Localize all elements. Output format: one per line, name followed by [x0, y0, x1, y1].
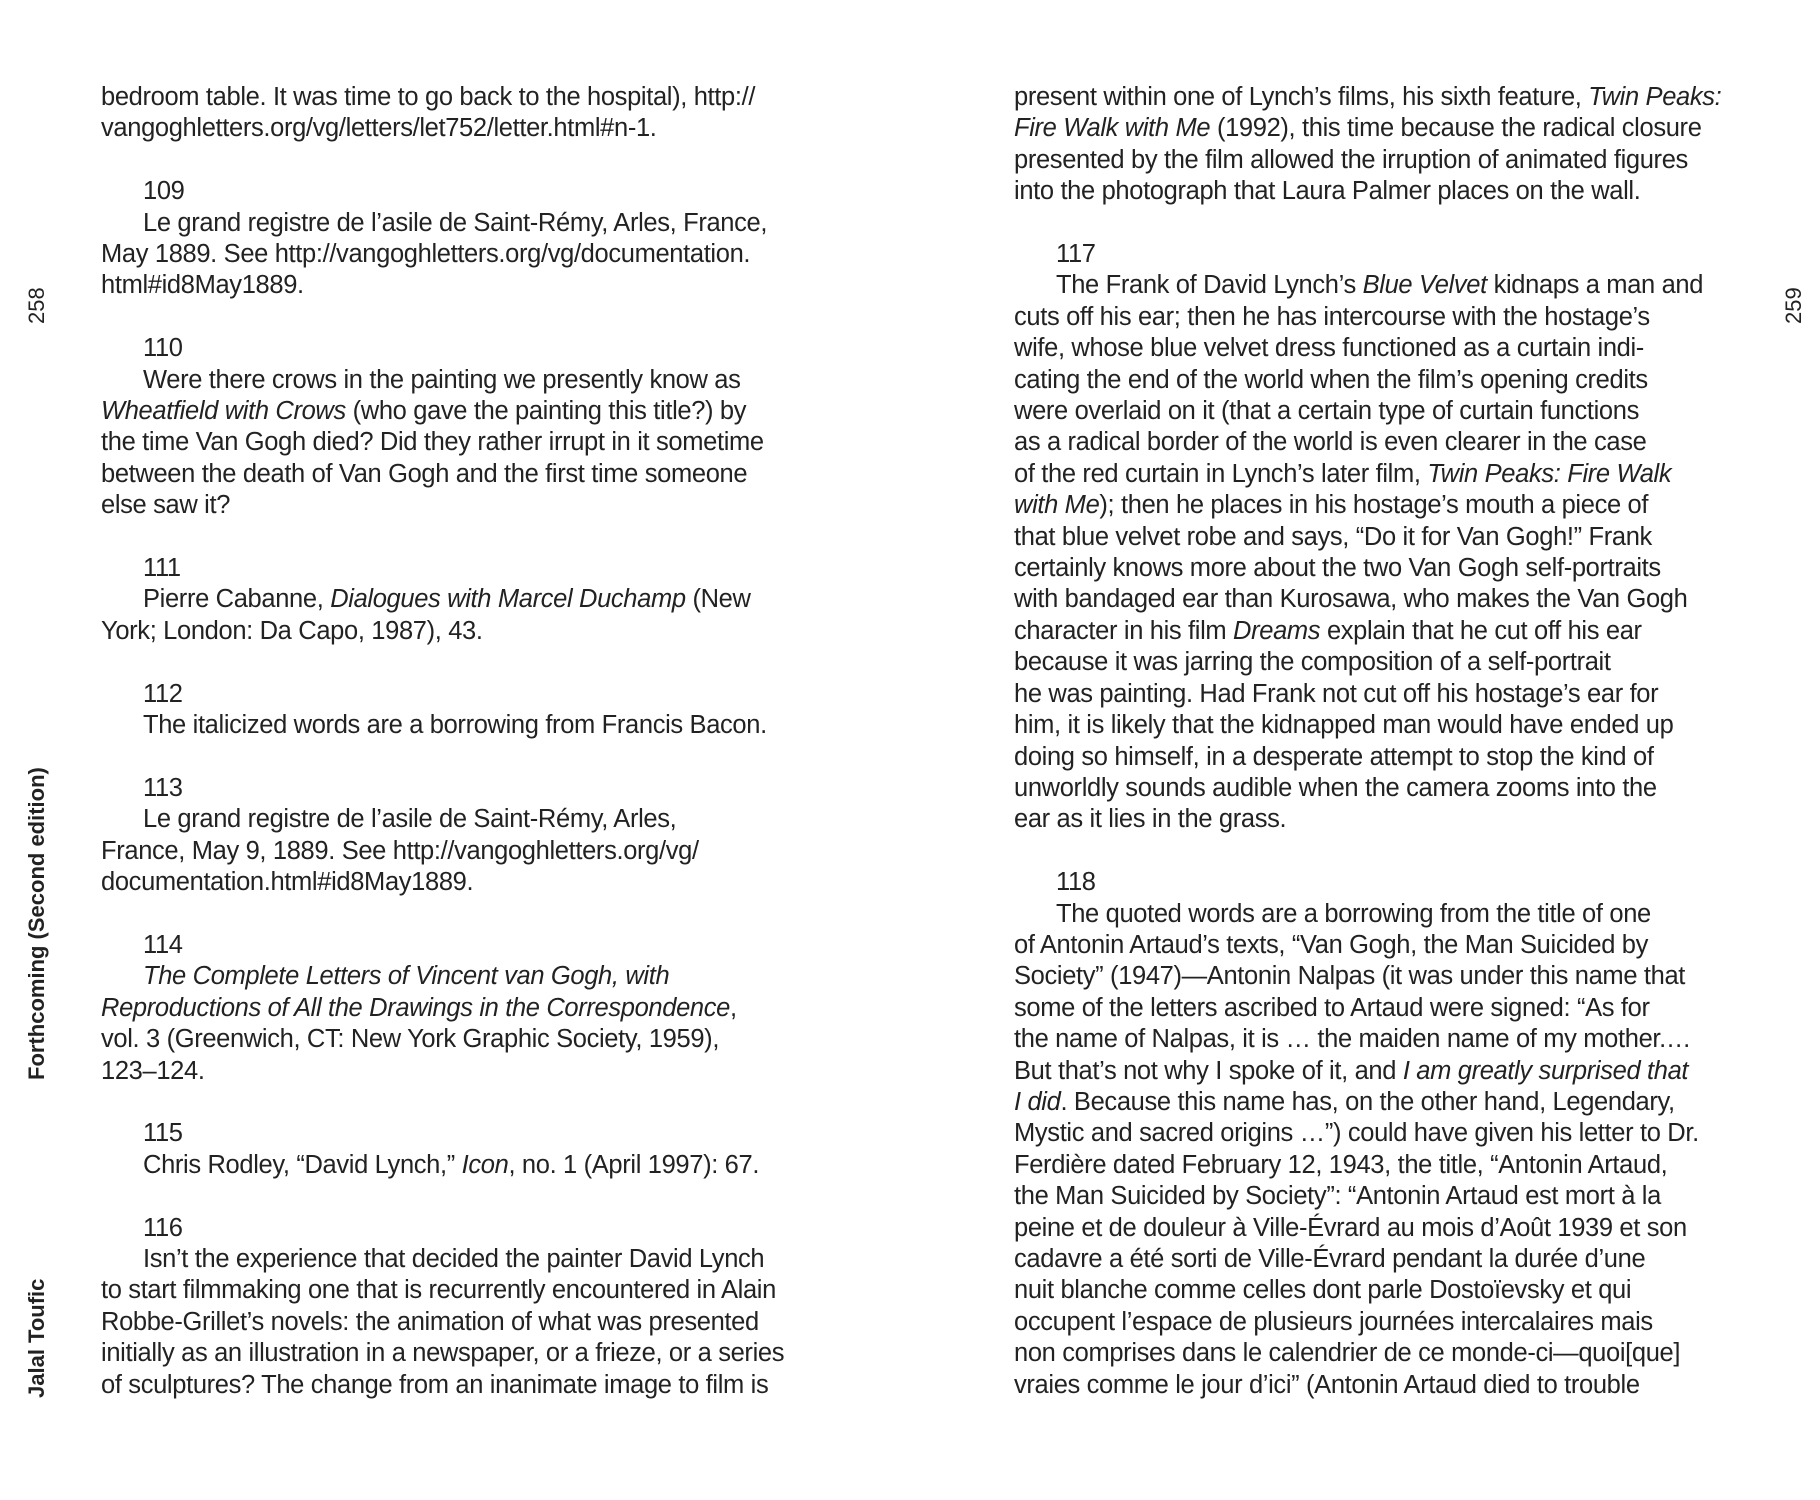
text-line: Ferdière dated February 12, 1943, the title, “Antonin Artaud,	[1014, 1150, 1668, 1179]
text-line: Were there crows in the painting we presently know as	[143, 365, 741, 394]
italic-title: Twin Peaks:	[1588, 83, 1722, 111]
text-line: else saw it?	[101, 491, 231, 520]
italic-title: Wheatfield with Crows	[101, 397, 346, 426]
text-line: initially as an illustration in a newspaper, or a frieze, or a series	[101, 1339, 785, 1368]
text-line: occupent l’espace de plusieurs journées intercalaires mais	[1014, 1307, 1653, 1336]
footnote-111	[101, 553, 821, 647]
text-span: . Because this name has, on the other hand, Legendary,	[1060, 1087, 1675, 1116]
text-span: ); then he places in his hostage’s mouth a piece of	[1099, 491, 1649, 520]
text-line: Society” (1947)—Antonin Nalpas (it was under this name that	[1014, 962, 1686, 991]
text-line	[101, 961, 821, 992]
text-line: doing so himself, in a desperate attempt to stop the kind of	[1014, 742, 1654, 771]
footnote-116	[101, 1213, 821, 1401]
text-line	[101, 584, 821, 615]
text-span: But that’s not why I spoke of it, and	[1014, 1056, 1403, 1085]
footnote-number: 113	[143, 773, 183, 802]
text-line	[1014, 459, 1734, 490]
text-line: of Antonin Artaud’s texts, “Van Gogh, the Man Suicided by	[1014, 930, 1649, 959]
text-line: The italicized words are a borrowing from Francis Bacon.	[143, 711, 767, 740]
text-line	[1014, 1056, 1734, 1087]
text-span: Pierre Cabanne,	[143, 585, 331, 614]
text-line: into the photograph that Laura Palmer places on the wall.	[1014, 177, 1641, 206]
running-head-author: Jalal Toufic	[24, 1278, 49, 1398]
text-line	[101, 1150, 821, 1181]
text-line	[1014, 490, 1734, 521]
text-span: (1992), this time because the radical closure	[1210, 114, 1702, 143]
text-line: him, it is likely that the kidnapped man would have ended up	[1014, 711, 1674, 740]
footnote-number: 114	[143, 930, 183, 959]
left-page-text	[101, 82, 821, 1401]
text-line: wife, whose blue velvet dress functioned as a curtain indi-	[1014, 334, 1644, 363]
text-line: cating the end of the world when the film’s opening credits	[1014, 365, 1648, 394]
footnote-115	[101, 1118, 821, 1181]
text-line: with bandaged ear than Kurosawa, who makes the Van Gogh	[1014, 585, 1688, 614]
text-line: Isn’t the experience that decided the painter David Lynch	[143, 1244, 765, 1273]
text-line: the time Van Gogh died? Did they rather irrupt in it sometime	[101, 428, 764, 457]
text-line: cuts off his ear; then he has intercourse with the hostage’s	[1014, 302, 1650, 331]
text-line: 123–124.	[101, 1056, 205, 1085]
footnote-number: 117	[1056, 240, 1096, 269]
text-line	[101, 396, 821, 427]
text-line: Le grand registre de l’asile de Saint-Rémy, Arles, France,	[143, 208, 768, 237]
footnote-number: 111	[143, 554, 181, 583]
text-line	[101, 993, 821, 1024]
italic-title: I am greatly surprised that	[1402, 1056, 1689, 1085]
italic-title: Blue Velvet	[1362, 271, 1487, 300]
right-page-number: 259	[1781, 287, 1806, 324]
text-span: present within one of Lynch’s films, his sixth feature,	[1014, 83, 1589, 111]
text-span: Chris Rodley, “David Lynch,”	[143, 1150, 462, 1179]
text-span: The Frank of David Lynch’s	[1056, 271, 1363, 300]
footnote-number: 112	[143, 679, 183, 708]
footnote-number: 118	[1056, 868, 1096, 897]
text-line: Le grand registre de l’asile de Saint-Rémy, Arles,	[143, 805, 677, 834]
text-line: bedroom table. It was time to go back to the hospital), http://	[101, 83, 756, 111]
footnote-109	[101, 176, 821, 302]
footnote-110	[101, 333, 821, 521]
text-span: ,	[730, 993, 737, 1022]
footnote-112	[101, 679, 821, 742]
text-line	[1014, 270, 1734, 301]
text-line: html#id8May1889.	[101, 271, 304, 300]
footnote-number: 115	[143, 1119, 183, 1148]
text-line: non comprises dans le calendrier de ce monde-ci—quoi[que]	[1014, 1339, 1681, 1368]
footnote-117	[1014, 239, 1734, 836]
text-span: of the red curtain in Lynch’s later film,	[1014, 459, 1428, 488]
text-line: France, May 9, 1889. See http://vangoghletters.org/vg/	[101, 836, 699, 865]
text-line: of sculptures? The change from an inanimate image to film is	[101, 1370, 769, 1399]
footnote-number: 109	[143, 177, 185, 206]
italic-title: Reproductions of All the Drawings in the Correspondence	[101, 993, 730, 1022]
italic-title: Dialogues with Marcel Duchamp	[330, 585, 686, 614]
left-page-number: 258	[24, 287, 49, 324]
text-line: the name of Nalpas, it is … the maiden name of my mother.…	[1014, 1025, 1692, 1054]
text-span: explain that he cut off his ear	[1320, 616, 1642, 645]
text-line: Mystic and sacred origins …”) could have given his letter to Dr.	[1014, 1119, 1699, 1148]
text-line: ear as it lies in the grass.	[1014, 805, 1287, 834]
right-page-text	[1014, 82, 1734, 1401]
text-line: vraies comme le jour d’ici” (Antonin Artaud died to trouble	[1014, 1370, 1640, 1399]
italic-title: The Complete Letters of Vincent van Gogh, with	[143, 962, 670, 991]
text-line: The quoted words are a borrowing from the title of one	[1056, 899, 1651, 928]
italic-title: Fire Walk with Me	[1014, 114, 1211, 143]
text-line: because it was jarring the composition of a self-portrait	[1014, 648, 1611, 677]
footnote-114	[101, 930, 821, 1087]
footnote-118	[1014, 867, 1734, 1401]
text-line: York; London: Da Capo, 1987), 43.	[101, 616, 483, 645]
footnote-113	[101, 773, 821, 899]
footnote-continuation	[101, 82, 821, 145]
text-line: as a radical border of the world is even clearer in the case	[1014, 428, 1647, 457]
text-line: documentation.html#id8May1889.	[101, 868, 474, 897]
text-span: (who gave the painting this title?) by	[345, 397, 747, 426]
text-line	[1014, 616, 1734, 647]
text-line: between the death of Van Gogh and the first time someone	[101, 459, 748, 488]
text-line: unworldly sounds audible when the camera zooms into the	[1014, 773, 1657, 802]
running-head-book-title: Forthcoming (Second edition)	[24, 767, 49, 1080]
text-line: that blue velvet robe and says, “Do it for Van Gogh!” Frank	[1014, 522, 1652, 551]
text-span: , no. 1 (April 1997): 67.	[508, 1150, 760, 1179]
italic-title: Icon	[461, 1150, 509, 1179]
text-line: were overlaid on it (that a certain type of curtain functions	[1014, 397, 1639, 426]
text-line: May 1889. See http://vangoghletters.org/vg/documentation.	[101, 240, 751, 269]
footnote-number: 110	[143, 334, 183, 363]
text-line: some of the letters ascribed to Artaud were signed: “As for	[1014, 993, 1650, 1022]
italic-title: with Me	[1014, 491, 1100, 520]
text-line: peine et de douleur à Ville-Évrard au mois d’Août 1939 et son	[1014, 1213, 1687, 1242]
text-line: to start filmmaking one that is recurrently encountered in Alain	[101, 1276, 776, 1305]
footnote-continuation	[1014, 82, 1734, 208]
text-span: kidnaps a man and	[1486, 271, 1704, 300]
italic-title: Dreams	[1233, 616, 1321, 645]
text-line: Robbe-Grillet’s novels: the animation of what was presented	[101, 1307, 759, 1336]
text-line: he was painting. Had Frank not cut off his hostage’s ear for	[1014, 679, 1659, 708]
text-line: vangoghletters.org/vg/letters/let752/letter.html#n-1.	[101, 114, 657, 143]
text-line	[1014, 82, 1734, 113]
text-line: certainly knows more about the two Van Gogh self-portraits	[1014, 554, 1661, 583]
text-span: character in his film	[1014, 616, 1234, 645]
text-span: (New	[685, 585, 751, 614]
italic-title: I did	[1014, 1087, 1061, 1116]
text-line: nuit blanche comme celles dont parle Dostoïevsky et qui	[1014, 1276, 1632, 1305]
italic-title: Twin Peaks: Fire Walk	[1427, 459, 1672, 488]
text-line: cadavre a été sorti de Ville-Évrard pendant la durée d’une	[1014, 1245, 1646, 1273]
text-line	[1014, 113, 1734, 144]
text-line: vol. 3 (Greenwich, CT: New York Graphic Society, 1959),	[101, 1025, 720, 1054]
text-line	[1014, 1087, 1734, 1118]
text-line: presented by the film allowed the irruption of animated figures	[1014, 145, 1688, 174]
footnote-number: 116	[143, 1213, 183, 1242]
text-line: the Man Suicided by Society”: “Antonin Artaud est mort à la	[1014, 1182, 1661, 1211]
